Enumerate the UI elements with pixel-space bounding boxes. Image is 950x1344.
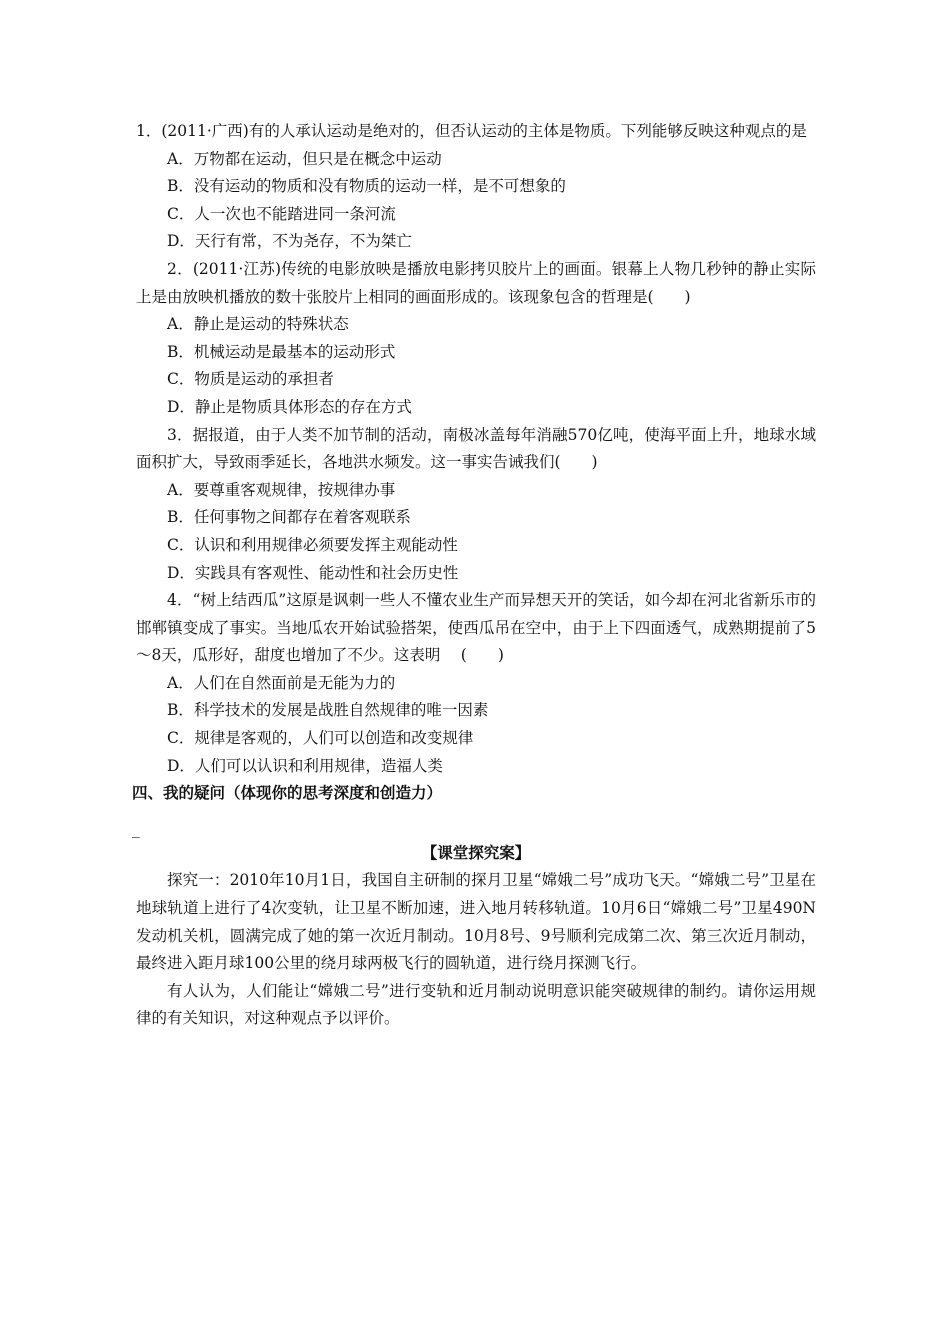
question-stem: 4．“树上结西瓜”这原是讽刺一些人不懂农业生产而异想天开的笑话，如今却在河北省新乐市的邯郸镇变成了事实。当地瓜农开始试验搭架，使西瓜吊在空中，由于上下四面透气，成熟期提前了5～8天，瓜形好，甜度也增加了不少。这表明 ( ) bbox=[136, 591, 816, 665]
option-d: D．人们可以认识和利用规律，造福人类 bbox=[167, 756, 443, 775]
option-d: D．实践具有客观性、能动性和社会历史性 bbox=[167, 563, 459, 582]
option-a: A．要尊重客观规律，按规律办事 bbox=[167, 480, 396, 499]
option-c: C．人一次也不能踏进同一条河流 bbox=[167, 204, 396, 223]
question-3 bbox=[136, 422, 816, 588]
option-d: D．静止是物质具体形态的存在方式 bbox=[167, 397, 412, 416]
inquiry-paragraph: 探究一：2010年10月1日，我国自主研制的探月卫星“嫦娥二号”成功飞天。“嫦娥二号”卫星在地球轨道上进行了4次变轨，让卫星不断加速，进入地月转移轨道。10月6日“嫦娥二号”卫星490N发动机关机，圆满完成了她的第一次近月制动。10月8号、9号顺利完成第二次、第三次近月制动，最终进入距月球100公里的绕月球两极飞行的圆轨道，进行绕月探测飞行。 bbox=[136, 871, 816, 973]
option-b: B．科学技术的发展是战胜自然规律的唯一因素 bbox=[167, 701, 489, 720]
question-stem: 1．(2011·广西)有的人承认运动是绝对的，但否认运动的主体是物质。下列能够反映这种观点的是 bbox=[136, 122, 807, 140]
section-heading: 四、我的疑问（体现你的思考深度和创造力） bbox=[132, 784, 443, 803]
answer-blank: _ bbox=[132, 819, 140, 838]
inquiry-question: 有人认为，人们能让“嫦娥二号”进行变轨和近月制动说明意识能突破规律的制约。请你运用规律的有关知识，对这种观点予以评价。 bbox=[136, 981, 816, 1028]
question-1 bbox=[136, 118, 816, 256]
option-b: B．没有运动的物质和没有物质的运动一样，是不可想象的 bbox=[167, 177, 566, 196]
document-page bbox=[132, 118, 816, 1033]
question-stem: 3．据报道，由于人类不加节制的活动，南极冰盖每年消融570亿吨，使海平面上升，地球水域面积扩大，导致雨季延长，各地洪水频发。这一事实告诫我们( ) bbox=[136, 425, 816, 472]
option-c: C．认识和利用规律必须要发挥主观能动性 bbox=[167, 535, 458, 554]
option-a: A．万物都在运动，但只是在概念中运动 bbox=[167, 149, 442, 168]
option-b: B．任何事物之间都存在着客观联系 bbox=[167, 508, 411, 527]
option-d: D．天行有常，不为尧存，不为桀亡 bbox=[167, 232, 412, 251]
option-c: C．规律是客观的，人们可以创造和改变规律 bbox=[167, 729, 474, 748]
section-title: 【课堂探究案】 bbox=[421, 843, 531, 862]
option-b: B．机械运动是最基本的运动形式 bbox=[167, 342, 396, 361]
question-stem: 2．(2011·江苏)传统的电影放映是播放电影拷贝胶片上的画面。银幕上人物几秒钟的静止实际上是由放映机播放的数十张胶片上相同的画面形成的。该现象包含的哲理是( ) bbox=[136, 259, 816, 306]
option-a: A．静止是运动的特殊状态 bbox=[167, 315, 349, 334]
question-2 bbox=[136, 256, 816, 422]
option-c: C．物质是运动的承担者 bbox=[167, 370, 334, 389]
question-4 bbox=[136, 587, 816, 780]
option-a: A．人们在自然面前是无能为力的 bbox=[167, 673, 396, 692]
